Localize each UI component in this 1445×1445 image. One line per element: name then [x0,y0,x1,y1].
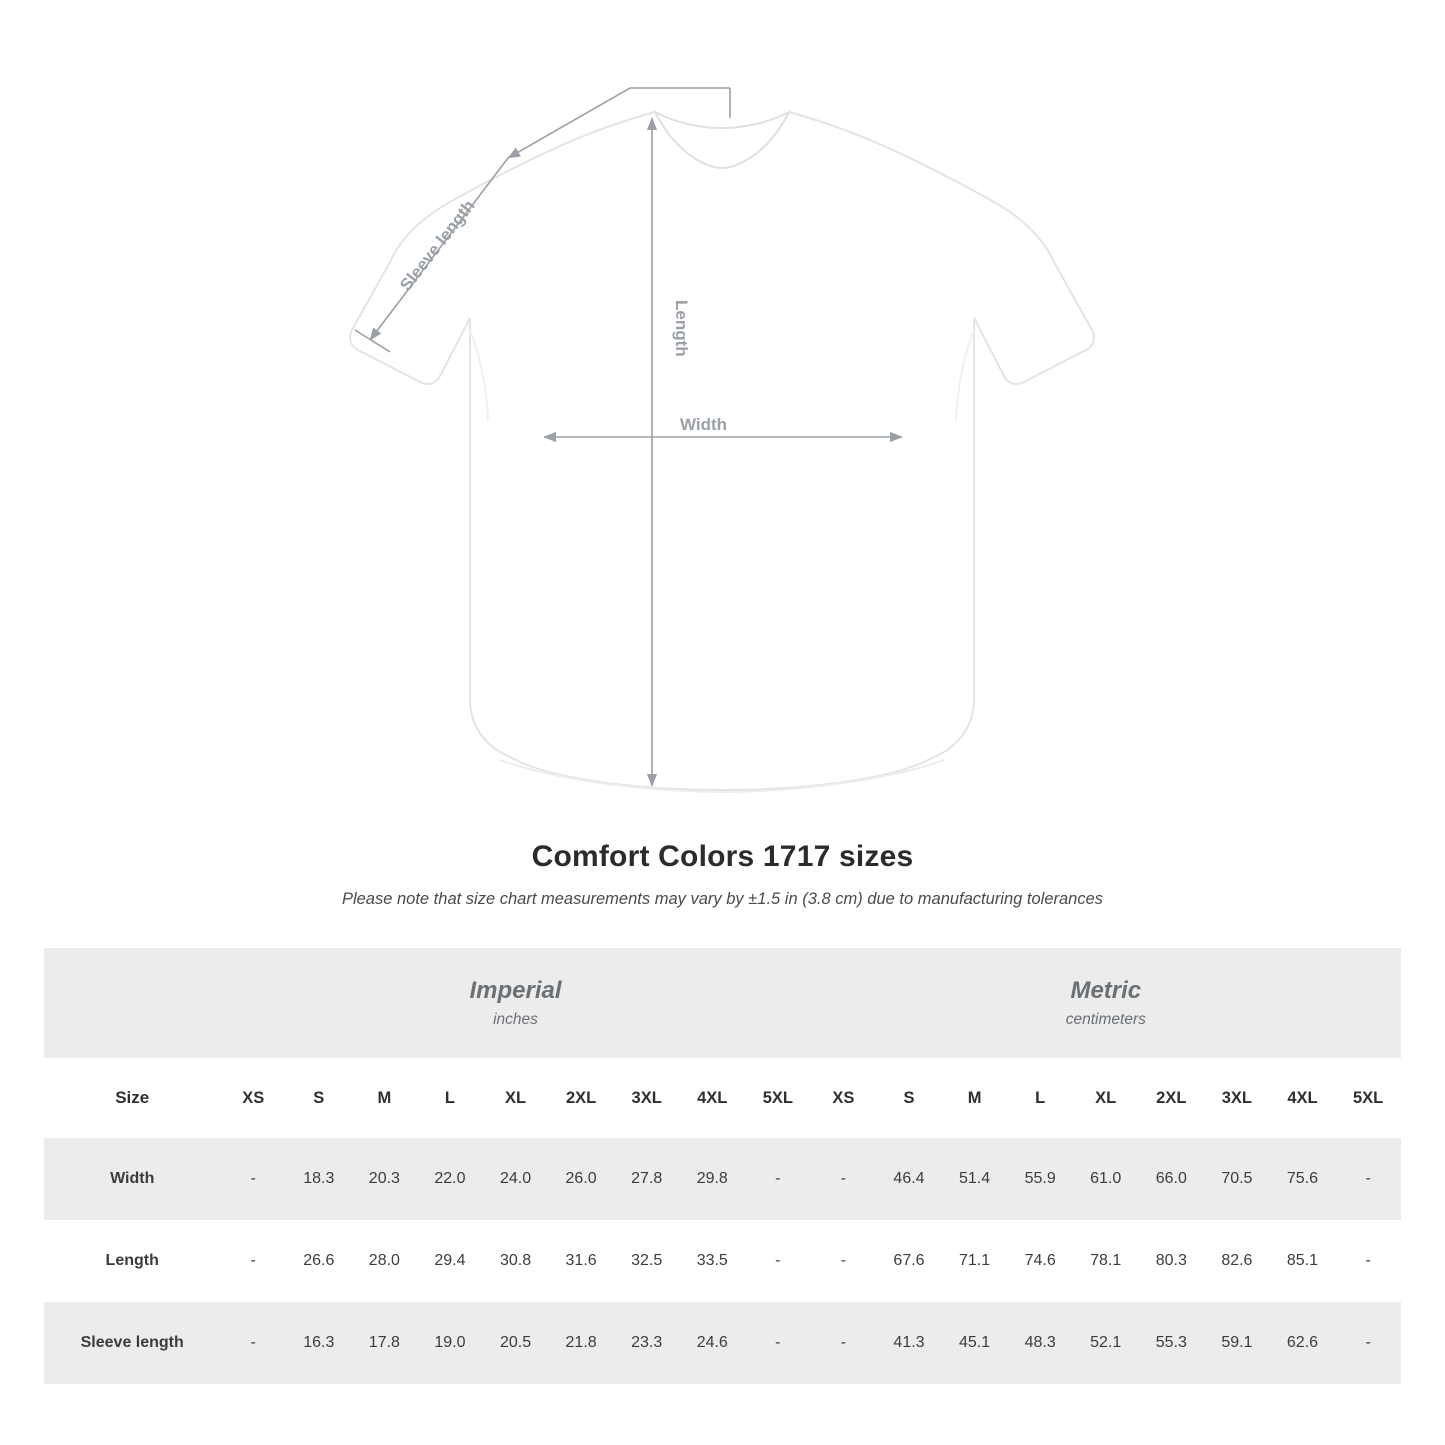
cell: - [745,1302,811,1384]
size-header-cell: 5XL [1335,1058,1401,1138]
cell: 24.6 [679,1302,745,1384]
size-header-cell: 2XL [1139,1058,1205,1138]
size-header-cell: 3XL [1204,1058,1270,1138]
size-header-cell: 3XL [614,1058,680,1138]
cell: 23.3 [614,1302,680,1384]
cell: 62.6 [1270,1302,1336,1384]
cell: 26.6 [286,1220,352,1302]
cell: 21.8 [548,1302,614,1384]
cell: 59.1 [1204,1302,1270,1384]
cell: 22.0 [417,1138,483,1220]
size-header-cell: XS [220,1058,286,1138]
cell: 31.6 [548,1220,614,1302]
size-header-cell: S [876,1058,942,1138]
cell: 67.6 [876,1220,942,1302]
unit-group-imperial-sub: inches [493,1010,538,1028]
cell: 55.9 [1007,1138,1073,1220]
table-row [44,1302,1401,1384]
cell: 85.1 [1270,1220,1336,1302]
cell: - [1335,1302,1401,1384]
cell: 20.5 [483,1302,549,1384]
cell: - [811,1138,877,1220]
size-header-cell: XS [811,1058,877,1138]
cell: 45.1 [942,1302,1008,1384]
cell: 82.6 [1204,1220,1270,1302]
page-title: Comfort Colors 1717 sizes [531,840,914,873]
size-header-cell: XL [483,1058,549,1138]
size-header-cell: M [942,1058,1008,1138]
cell: 74.6 [1007,1220,1073,1302]
unit-group-metric [811,948,1401,1058]
cell: 16.3 [286,1302,352,1384]
cell: 61.0 [1073,1138,1139,1220]
cell: 30.8 [483,1220,549,1302]
cell: 80.3 [1139,1220,1205,1302]
cell: 70.5 [1204,1138,1270,1220]
cell: 51.4 [942,1138,1008,1220]
cell: 27.8 [614,1138,680,1220]
cell: - [811,1302,877,1384]
cell: 32.5 [614,1220,680,1302]
row-label-width: Width [44,1138,220,1220]
cell: - [1335,1138,1401,1220]
cell: 78.1 [1073,1220,1139,1302]
cell: 26.0 [548,1138,614,1220]
row-label-length: Length [44,1220,220,1302]
cell: 29.4 [417,1220,483,1302]
title-block [0,840,1445,909]
cell: - [745,1220,811,1302]
cell: 19.0 [417,1302,483,1384]
unit-spacer-cell [44,948,220,1058]
cell: - [220,1138,286,1220]
size-header-cell: XL [1073,1058,1139,1138]
table-row [44,1220,1401,1302]
measurement-note: Please note that size chart measurements may vary by ±1.5 in (3.8 cm) due to manufacturing tolerances [341,890,1104,908]
table-row [44,1138,1401,1220]
unit-header-row [44,948,1401,1058]
cell: 28.0 [352,1220,418,1302]
cell: 20.3 [352,1138,418,1220]
row-label-header: Size [44,1058,220,1138]
width-label: Width [680,415,728,434]
unit-group-metric-sub: centimeters [1065,1010,1146,1028]
row-label-sleeve-length: Sleeve length [44,1302,220,1384]
cell: 55.3 [1139,1302,1205,1384]
cell: 66.0 [1139,1138,1205,1220]
cell: 41.3 [876,1302,942,1384]
size-header-cell: 2XL [548,1058,614,1138]
cell: 29.8 [679,1138,745,1220]
size-header-cell: L [417,1058,483,1138]
size-header-cell: 4XL [1270,1058,1336,1138]
cell: 75.6 [1270,1138,1336,1220]
size-header-cell: 4XL [679,1058,745,1138]
unit-group-imperial-name: Imperial [469,977,562,1005]
cell: 17.8 [352,1302,418,1384]
cell: 46.4 [876,1138,942,1220]
cell: - [1335,1220,1401,1302]
cell: 18.3 [286,1138,352,1220]
cell: - [811,1220,877,1302]
size-header-cell: S [286,1058,352,1138]
length-label: Length [672,300,691,357]
cell: 48.3 [1007,1302,1073,1384]
cell: 71.1 [942,1220,1008,1302]
cell: - [220,1302,286,1384]
size-header-cell: 5XL [745,1058,811,1138]
size-table-container [44,948,1401,1384]
cell: 52.1 [1073,1302,1139,1384]
unit-group-metric-name: Metric [1070,977,1142,1005]
cell: - [745,1138,811,1220]
size-table [44,948,1401,1384]
unit-group-imperial [220,948,810,1058]
size-header-cell: M [352,1058,418,1138]
size-header-row [44,1058,1401,1138]
size-header-cell: L [1007,1058,1073,1138]
cell: 24.0 [483,1138,549,1220]
cell: 33.5 [679,1220,745,1302]
sleeve-length-label: Sleeve length [396,196,479,295]
cell: - [220,1220,286,1302]
